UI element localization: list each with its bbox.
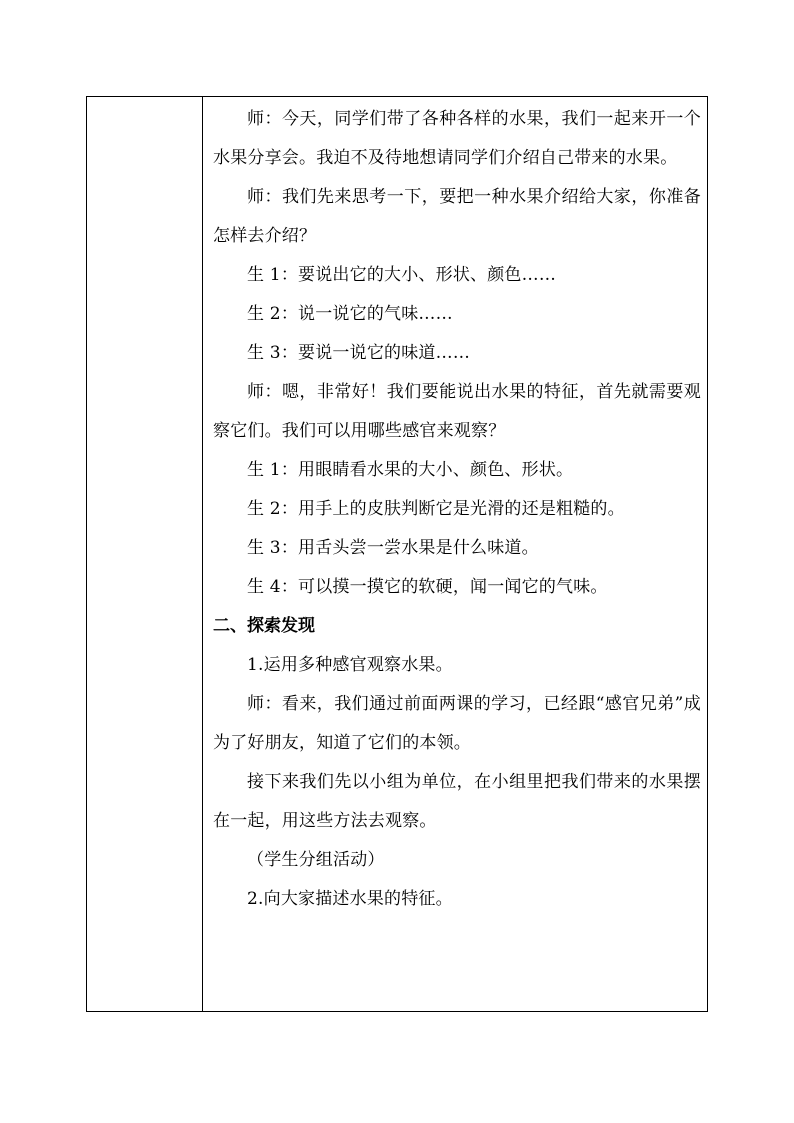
lesson-table bbox=[86, 96, 708, 1012]
step-1-label: 1.运用多种感官观察水果。 bbox=[247, 655, 453, 675]
student-senses-4: 生 4：可以摸一摸它的软硬，闻一闻它的气味。 bbox=[247, 577, 608, 597]
table-left-cell bbox=[87, 97, 203, 1011]
section-heading-explore: 二、探索发现 bbox=[213, 616, 315, 636]
step-2-label: 2.向大家描述水果的特征。 bbox=[247, 889, 453, 909]
teacher-question-paragraph: 师：我们先来思考一下，要把一种水果介绍给大家，你准备怎样去介绍？ bbox=[213, 187, 701, 246]
group-activity-note: （学生分组活动） bbox=[247, 850, 385, 870]
teacher-review-paragraph: 师：看来，我们通过前面两课的学习，已经跟“感官兄弟”成为了好朋友，知道了它们的本领。 bbox=[213, 694, 701, 753]
student-answer-3: 生 3：要说一说它的味道…… bbox=[247, 343, 471, 363]
teacher-senses-paragraph: 师：嗯，非常好！我们要能说出水果的特征，首先就需要观察它们。我们可以用哪些感官来观察？ bbox=[213, 382, 701, 441]
student-senses-3: 生 3：用舌头尝一尝水果是什么味道。 bbox=[247, 538, 539, 558]
teacher-intro-paragraph: 师：今天，同学们带了各种各样的水果，我们一起来开一个水果分享会。我迫不及待地想请同学们介绍自己带来的水果。 bbox=[213, 109, 701, 168]
student-answer-1: 生 1：要说出它的大小、形状、颜色…… bbox=[247, 265, 557, 285]
table-content-cell bbox=[204, 97, 707, 1011]
student-answer-2: 生 2：说一说它的气味…… bbox=[247, 304, 453, 324]
group-instructions-paragraph: 接下来我们先以小组为单位，在小组里把我们带来的水果摆在一起，用这些方法去观察。 bbox=[213, 772, 701, 831]
student-senses-2: 生 2：用手上的皮肤判断它是光滑的还是粗糙的。 bbox=[247, 499, 625, 519]
student-senses-1: 生 1：用眼睛看水果的大小、颜色、形状。 bbox=[247, 460, 574, 480]
